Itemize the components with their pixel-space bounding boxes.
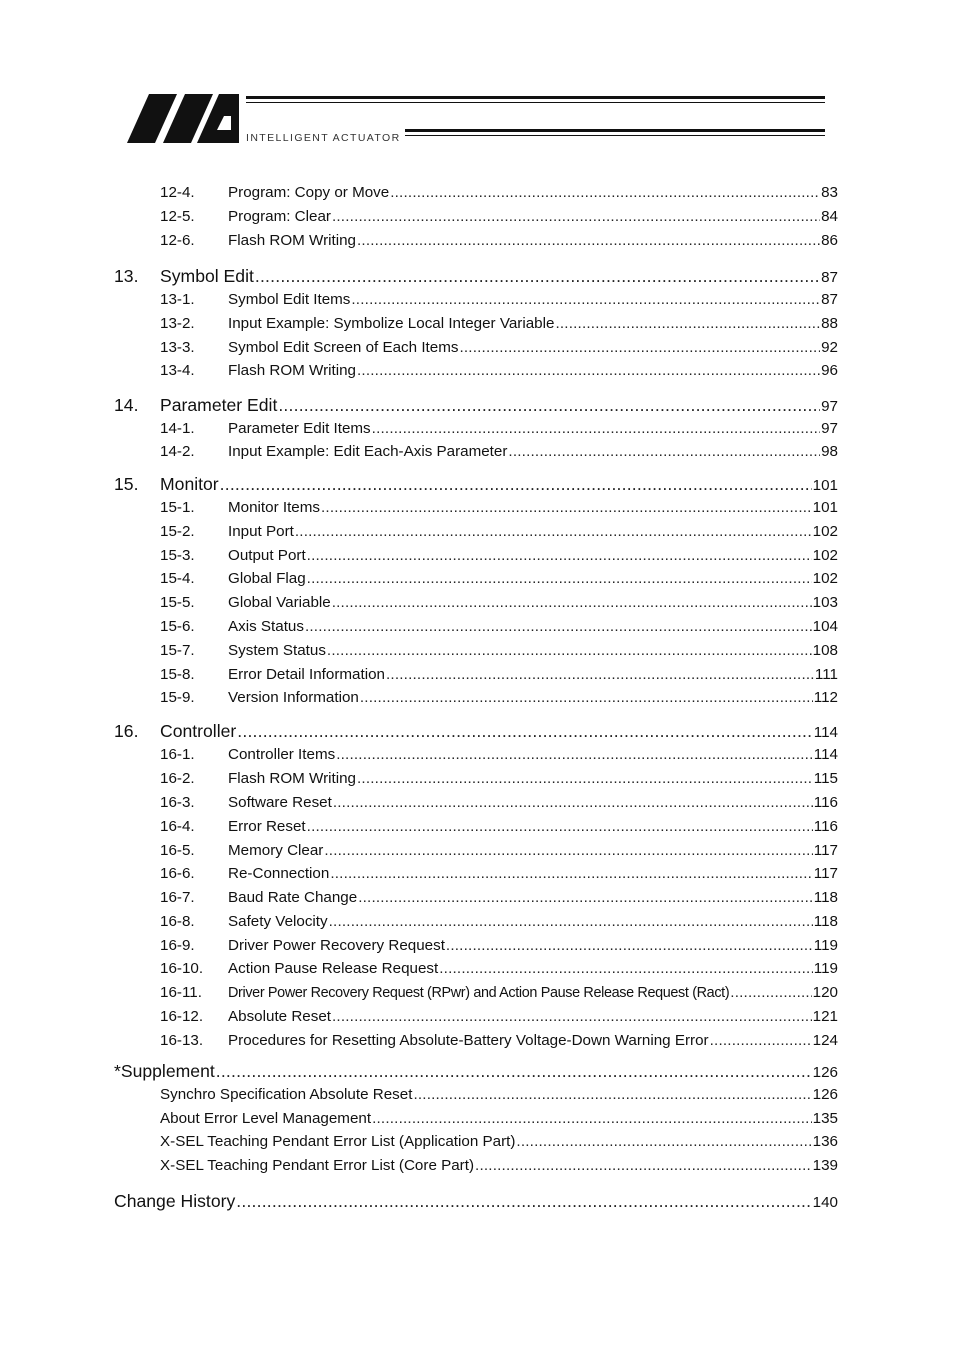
toc-entry-number: 15-2. — [160, 523, 195, 540]
dot-leader — [446, 937, 813, 954]
toc-entry-page-number: 115 — [813, 770, 838, 787]
toc-entry-number: 13. — [114, 266, 139, 286]
toc-entry-title: Memory Clear — [228, 842, 324, 859]
dot-leader — [307, 818, 813, 835]
toc-entry-page-number: 126 — [812, 1086, 838, 1103]
dot-leader — [357, 232, 820, 249]
toc-entry[interactable] — [160, 291, 838, 308]
toc-entry-title: Baud Rate Change — [228, 889, 358, 906]
toc-entry-page-number: 96 — [821, 362, 838, 379]
toc-entry-page-number: 140 — [812, 1194, 838, 1211]
toc-entry[interactable] — [160, 1032, 838, 1049]
toc-entry-title: Symbol Edit — [160, 266, 254, 286]
toc-entry[interactable] — [160, 420, 838, 437]
toc-entry-page-number: 116 — [813, 818, 838, 835]
toc-entry[interactable] — [160, 1086, 838, 1103]
toc-entry-number: 15-3. — [160, 547, 195, 564]
toc-entry-number: 12-5. — [160, 208, 195, 225]
toc-entry-page-number: 121 — [812, 1008, 838, 1025]
dot-leader — [386, 666, 814, 683]
dot-leader — [305, 618, 812, 635]
toc-entry-number: 13-2. — [160, 315, 195, 332]
toc-entry-title: Re-Connection — [228, 865, 330, 882]
toc-entry-page-number: 108 — [812, 642, 838, 659]
toc-entry-number: 16-11. — [160, 984, 202, 1001]
dot-leader — [329, 913, 813, 930]
dot-leader — [516, 1133, 811, 1150]
dot-leader — [508, 443, 820, 460]
toc-entry[interactable] — [160, 960, 838, 977]
dot-leader — [295, 523, 812, 540]
toc-entry-title: About Error Level Management — [160, 1110, 372, 1127]
toc-entry-page-number: 86 — [821, 232, 838, 249]
dot-leader — [220, 474, 812, 495]
toc-entry[interactable] — [114, 395, 838, 416]
toc-entry-page-number: 103 — [812, 594, 838, 611]
toc-entry-number: 13-1. — [160, 291, 195, 308]
toc-entry-title: Symbol Edit Items — [228, 291, 351, 308]
toc-entry-number: 13-4. — [160, 362, 195, 379]
toc-entry-number: 16-1. — [160, 746, 195, 763]
dot-leader — [307, 570, 812, 587]
dot-leader — [330, 865, 812, 882]
toc-entry-page-number: 104 — [812, 618, 838, 635]
toc-entry[interactable] — [160, 362, 838, 379]
dot-leader — [336, 746, 813, 763]
toc-entry-title: Flash ROM Writing — [228, 232, 356, 249]
toc-entry-title: Input Example: Edit Each-Axis Parameter — [228, 443, 508, 460]
toc-entry[interactable] — [160, 913, 838, 930]
toc-entry-page-number: 136 — [812, 1133, 838, 1150]
toc-entry[interactable] — [114, 1061, 838, 1082]
toc-entry[interactable] — [114, 474, 838, 495]
toc-entry-title: Global Flag — [228, 570, 306, 587]
toc-entry-number: 12-6. — [160, 232, 195, 249]
toc-entry-page-number: 97 — [821, 420, 838, 437]
toc-entry-title: Flash ROM Writing — [228, 770, 356, 787]
toc-entry-page-number: 114 — [813, 746, 838, 763]
toc-entry-title: Input Port — [228, 523, 294, 540]
toc-entry-title: Synchro Specification Absolute Reset — [160, 1086, 413, 1103]
toc-entry-page-number: 139 — [812, 1157, 838, 1174]
toc-entry-page-number: 101 — [812, 499, 838, 516]
toc-entry-title: Input Example: Symbolize Local Integer Variable — [228, 315, 555, 332]
toc-entry-page-number: 117 — [813, 865, 838, 882]
toc-entry-number: 16-4. — [160, 818, 195, 835]
toc-entry-page-number: 97 — [821, 398, 838, 415]
toc-entry-title: Output Port — [228, 547, 306, 564]
toc-entry[interactable] — [160, 746, 838, 763]
toc-entry-title: Change History — [114, 1191, 236, 1211]
toc-entry-page-number: 126 — [812, 1064, 838, 1081]
toc-entry[interactable] — [160, 689, 838, 706]
toc-entry-title: Program: Copy or Move — [228, 184, 390, 201]
dot-leader — [333, 794, 813, 811]
toc-entry[interactable] — [160, 618, 838, 635]
toc-entry-number: 15-1. — [160, 499, 195, 516]
dot-leader — [413, 1086, 811, 1103]
toc-entry-title: Global Variable — [228, 594, 331, 611]
toc-entry-title: Parameter Edit Items — [228, 420, 371, 437]
toc-entry-number: 15. — [114, 474, 139, 494]
toc-entry-title: Procedures for Resetting Absolute-Battery Voltage-Down Warning Error — [228, 1032, 709, 1049]
toc-entry[interactable] — [160, 818, 838, 835]
dot-leader — [475, 1157, 812, 1174]
toc-entry-title: Error Reset — [228, 818, 306, 835]
toc-entry-title: Driver Power Recovery Request (RPwr) and Action Pause Release Request (Ract) — [228, 985, 730, 1001]
toc-entry[interactable] — [160, 443, 838, 460]
toc-entry-title: Controller Items — [228, 746, 336, 763]
toc-entry-number: 15-8. — [160, 666, 195, 683]
toc-entry-title: Axis Status — [228, 618, 304, 635]
toc-entry-page-number: 119 — [813, 937, 838, 954]
toc-entry-number: 16-5. — [160, 842, 195, 859]
toc-entry-number: 16-9. — [160, 937, 195, 954]
toc-entry-title: Safety Velocity — [228, 913, 328, 930]
toc-entry-page-number: 88 — [821, 315, 838, 332]
toc-entry[interactable] — [160, 770, 838, 787]
toc-entry-title: Symbol Edit Screen of Each Items — [228, 339, 459, 356]
toc-entry[interactable] — [160, 547, 838, 564]
toc-entry[interactable] — [160, 666, 838, 683]
dot-leader — [236, 1191, 811, 1212]
toc-entry-page-number: 119 — [813, 960, 838, 977]
toc-entry-number: 14-2. — [160, 443, 195, 460]
toc-entry[interactable] — [160, 865, 838, 882]
toc-entry[interactable] — [114, 721, 838, 742]
toc-entry-title: Absolute Reset — [228, 1008, 331, 1025]
toc-entry-page-number: 111 — [814, 666, 838, 683]
toc-entry-title: Parameter Edit — [160, 395, 278, 415]
toc-entry-number: 15-4. — [160, 570, 195, 587]
toc-entry[interactable] — [160, 570, 838, 587]
toc-entry[interactable] — [160, 984, 838, 1001]
dot-leader — [307, 547, 812, 564]
toc-entry-number: 16-10. — [160, 960, 204, 977]
toc-entry-title: System Status — [228, 642, 326, 659]
toc-entry-number: 15-7. — [160, 642, 195, 659]
dot-leader — [321, 499, 812, 516]
toc-entry[interactable] — [160, 1157, 838, 1174]
toc-entry-page-number: 114 — [813, 724, 838, 741]
toc-entry-title: Error Detail Information — [228, 666, 385, 683]
toc-entry-page-number: 98 — [821, 443, 838, 460]
dot-leader — [278, 395, 820, 416]
dot-leader — [390, 184, 820, 201]
dot-leader — [710, 1032, 812, 1049]
toc-entry-number: 12-4. — [160, 184, 195, 201]
toc-entry-title: Monitor — [160, 474, 219, 494]
toc-entry-number: 15-5. — [160, 594, 195, 611]
dot-leader — [332, 594, 812, 611]
toc-entry-title: Software Reset — [228, 794, 332, 811]
toc-entry-number: 16-3. — [160, 794, 195, 811]
dot-leader — [324, 842, 812, 859]
toc-entry-page-number: 112 — [813, 689, 838, 706]
toc-entry-page-number: 84 — [821, 208, 838, 225]
toc-entry-title: Controller — [160, 721, 237, 741]
toc-entry-page-number: 116 — [813, 794, 838, 811]
toc-entry-page-number: 102 — [812, 523, 838, 540]
toc-entry[interactable] — [114, 1191, 838, 1212]
toc-entry-number: 14. — [114, 395, 139, 415]
toc-entry-page-number: 92 — [821, 339, 838, 356]
toc-entry-number: 16-8. — [160, 913, 195, 930]
dot-leader — [357, 362, 820, 379]
toc-entry[interactable] — [160, 937, 838, 954]
toc-entry-page-number: 117 — [813, 842, 838, 859]
toc-entry-title: X-SEL Teaching Pendant Error List (Application Part) — [160, 1133, 516, 1150]
toc-entry-page-number: 102 — [812, 570, 838, 587]
toc-entry-page-number: 102 — [812, 547, 838, 564]
toc-entry-page-number: 87 — [821, 291, 838, 308]
dot-leader — [358, 889, 813, 906]
toc-entry-page-number: 135 — [812, 1110, 838, 1127]
toc-entry-page-number: 118 — [813, 889, 838, 906]
toc-entry[interactable] — [160, 794, 838, 811]
brand-text: INTELLIGENT ACTUATOR — [246, 132, 401, 144]
toc-entry-number: 16-6. — [160, 865, 195, 882]
toc-entry[interactable] — [160, 184, 838, 201]
toc-entry[interactable] — [160, 232, 838, 249]
toc-entry-number: 16-7. — [160, 889, 195, 906]
toc-entry[interactable] — [160, 642, 838, 659]
toc-entry-title: Driver Power Recovery Request — [228, 937, 445, 954]
dot-leader — [255, 266, 820, 287]
toc-entry-number: 14-1. — [160, 420, 195, 437]
dot-leader — [351, 291, 820, 308]
dot-leader — [372, 420, 820, 437]
toc-entry-number: 13-3. — [160, 339, 195, 356]
dot-leader — [439, 960, 813, 977]
toc-entry-page-number: 124 — [812, 1032, 838, 1049]
toc-entry-title: Program: Clear — [228, 208, 331, 225]
toc-entry[interactable] — [160, 208, 838, 225]
dot-leader — [327, 642, 812, 659]
toc-entry-page-number: 87 — [821, 269, 838, 286]
toc-entry-number: 15-6. — [160, 618, 195, 635]
toc-entry-number: 15-9. — [160, 689, 195, 706]
dot-leader — [555, 315, 820, 332]
toc-entry[interactable] — [160, 1133, 838, 1150]
toc-entry[interactable] — [160, 1008, 838, 1025]
toc-entry-title: Version Information — [228, 689, 359, 706]
toc-entry-title: *Supplement — [114, 1061, 215, 1081]
toc-entry[interactable] — [160, 499, 838, 516]
toc-entry-title: X-SEL Teaching Pendant Error List (Core Part) — [160, 1157, 475, 1174]
toc-entry[interactable] — [160, 842, 838, 859]
toc-entry[interactable] — [160, 1110, 838, 1127]
dot-leader — [237, 721, 813, 742]
toc-entry-number: 16. — [114, 721, 139, 741]
toc-entry-title: Monitor Items — [228, 499, 320, 516]
toc-entry-number: 16-13. — [160, 1032, 204, 1049]
toc-entry-number: 16-2. — [160, 770, 195, 787]
toc-entry[interactable] — [160, 594, 838, 611]
toc-entry-page-number: 83 — [821, 184, 838, 201]
toc-entry-page-number: 118 — [813, 913, 838, 930]
dot-leader — [360, 689, 813, 706]
toc-entry[interactable] — [114, 266, 838, 287]
dot-leader — [730, 984, 811, 1001]
dot-leader — [459, 339, 820, 356]
toc-entry-page-number: 101 — [812, 477, 838, 494]
dot-leader — [332, 1008, 812, 1025]
toc-entry[interactable] — [160, 315, 838, 332]
toc-entry-title: Flash ROM Writing — [228, 362, 356, 379]
toc-entry-page-number: 120 — [812, 984, 838, 1001]
dot-leader — [332, 208, 820, 225]
toc-entry[interactable] — [160, 339, 838, 356]
dot-leader — [357, 770, 813, 787]
toc-entry-title: Action Pause Release Request — [228, 960, 439, 977]
dot-leader — [372, 1110, 812, 1127]
toc-entry[interactable] — [160, 523, 838, 540]
toc-entry[interactable] — [160, 889, 838, 906]
toc-entry-number: 16-12. — [160, 1008, 204, 1025]
dot-leader — [216, 1061, 812, 1082]
